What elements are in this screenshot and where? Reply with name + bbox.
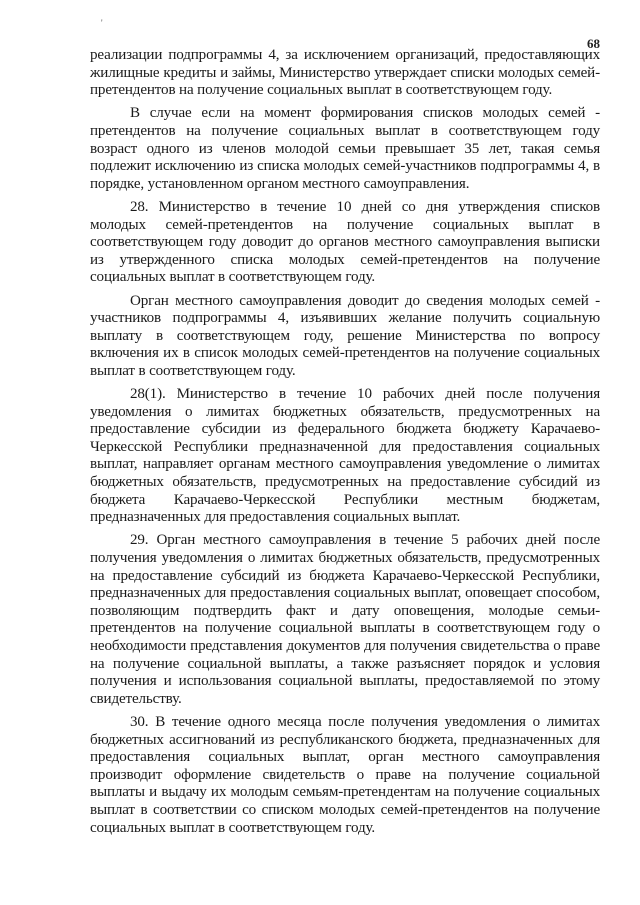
paragraph-30: 30. В течение одного месяца после получения уведомления о лимитах бюджетных ассигнований из республиканского бюджета, предназначенных для предоставления социальных выплат, орган местного самоуправления производит оформление свидетельств о праве на получение социальной выплаты и выдачу их молодым семьям-претендентам на получение социальных выплат в соответствии со списком молодых семей-претендентов на получение социальных выплат в соответствующем году. (90, 713, 600, 836)
paragraph-29: 29. Орган местного самоуправления в течение 5 рабочих дней после получения уведомления о лимитах бюджетных обязательств, предусмотренных на предоставление субсидий из бюджета Карачаево-Черкесской Республики, предназначенных для предоставления социальных выплат, оповещает способом, позволяющим подтвердить факт и дату оповещения, молодые семьи-претендентов на получение социальной выплаты в соответствующем году о необходимости представления документов для получения свидетельства о праве на получение социальной выплаты, а также разъясняет порядок и условия получения и использования социальной выплаты, предоставляемой по этому свидетельству. (90, 532, 600, 707)
paragraph-28-1: 28(1). Министерство в течение 10 рабочих дней после получения уведомления о лимитах бюджетных обязательств, предусмотренных на предоставление субсидии из федерального бюджета бюджету Карачаево-Черкесской Республики предназначенной для предоставления социальных выплат, направляет органам местного самоуправления уведомление о лимитах бюджетных обязательств, предусмотренных на предоставление субсидий из бюджета Карачаево-Черкесской Республики местным бюджетам, предназначенных для предоставления социальных выплат. (90, 386, 600, 526)
page-number: 68 (587, 36, 600, 51)
paragraph-28-local-authority: Орган местного самоуправления доводит до сведения молодых семей - участников подпрограммы 4, изъявивших желание получить социальную выплату в соответствующем году, решение Министерства по вопросу включения их в список молодых семей-претендентов на получение социальных выплат в соответствующем году. (90, 292, 600, 379)
paragraph-age-exclusion: В случае если на момент формирования списков молодых семей - претендентов на получение социальных выплат в соответствующем году возраст одного из членов молодой семьи превышает 35 лет, такая семья подлежит исключению из списка молодых семей-участников подпрограммы 4, в порядке, установленном органом местного самоуправления. (90, 105, 600, 192)
document-body (90, 47, 600, 837)
scan-mark: ' (101, 18, 103, 28)
paragraph-continuation: реализации подпрограммы 4, за исключением организаций, предоставляющих жилищные кредиты и займы, Министерство утверждает списки молодых семей-претендентов на получение социальных выплат в соответствующем году. (90, 47, 600, 99)
paragraph-28: 28. Министерство в течение 10 дней со дня утверждения списков молодых семей-претендентов на получение социальных выплат в соответствующем году доводит до органов местного самоуправления выписки из утвержденного списка молодых семей-претендентов на получение социальных выплат в соответствующем году. (90, 198, 600, 286)
